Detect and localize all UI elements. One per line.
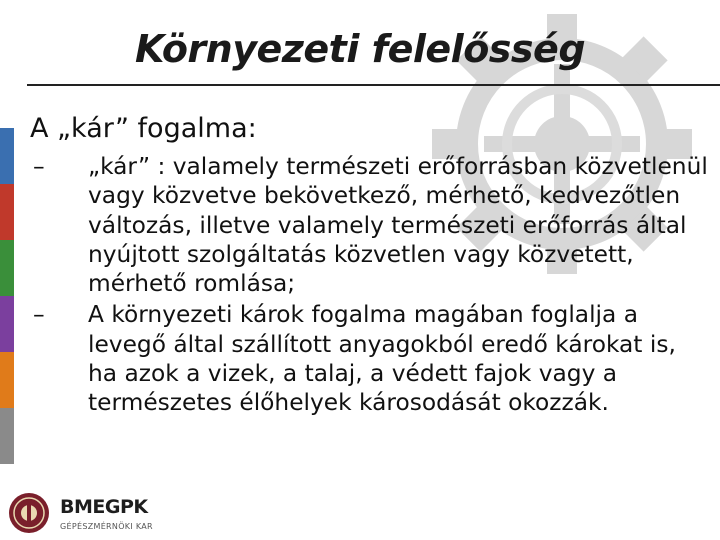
side-bar-segment xyxy=(0,184,14,240)
dash-marker: – xyxy=(33,153,45,180)
bullet-text: A környezeti károk fogalma magában foglalja a levegő által szállított anyagokból eredő károkat is, ha azok a vizek, a talaj, a védett fajok vagy a természetes élőhelyek károsodását okozzák. xyxy=(88,301,676,417)
side-bar-segment xyxy=(0,296,14,352)
level2-bullet xyxy=(30,300,710,417)
logo-university: BME xyxy=(60,496,105,518)
university-seal-icon xyxy=(8,492,50,534)
title-underline xyxy=(27,84,720,86)
side-bar-segment xyxy=(0,128,14,184)
level2-bullet xyxy=(30,152,710,298)
dash-marker: – xyxy=(33,301,45,329)
slide-body xyxy=(30,112,710,420)
bme-gpk-logo xyxy=(2,488,192,540)
side-bar-segment xyxy=(0,408,14,464)
logo-department: GÉPÉSZMÉRNÖKI KAR xyxy=(60,522,153,531)
slide-title: Környezeti felelősség xyxy=(134,27,586,71)
logo-faculty: GPK xyxy=(104,496,148,518)
level1-bullet: A „kár” fogalma: xyxy=(30,113,257,144)
side-color-bar xyxy=(0,128,14,466)
side-bar-segment xyxy=(0,240,14,296)
side-bar-segment xyxy=(0,352,14,408)
bullet-text: „kár” : valamely természeti erőforrásban közvetlenül vagy közvetve bekövetkező, mérhető, kedvezőtlen változás, illetve valamely természeti erőforrás által nyújtott szolgáltatás közvetlen vagy közvetett, mérhető romlása; xyxy=(88,153,708,298)
title-area xyxy=(0,0,720,100)
logo-wordmark xyxy=(60,496,148,518)
